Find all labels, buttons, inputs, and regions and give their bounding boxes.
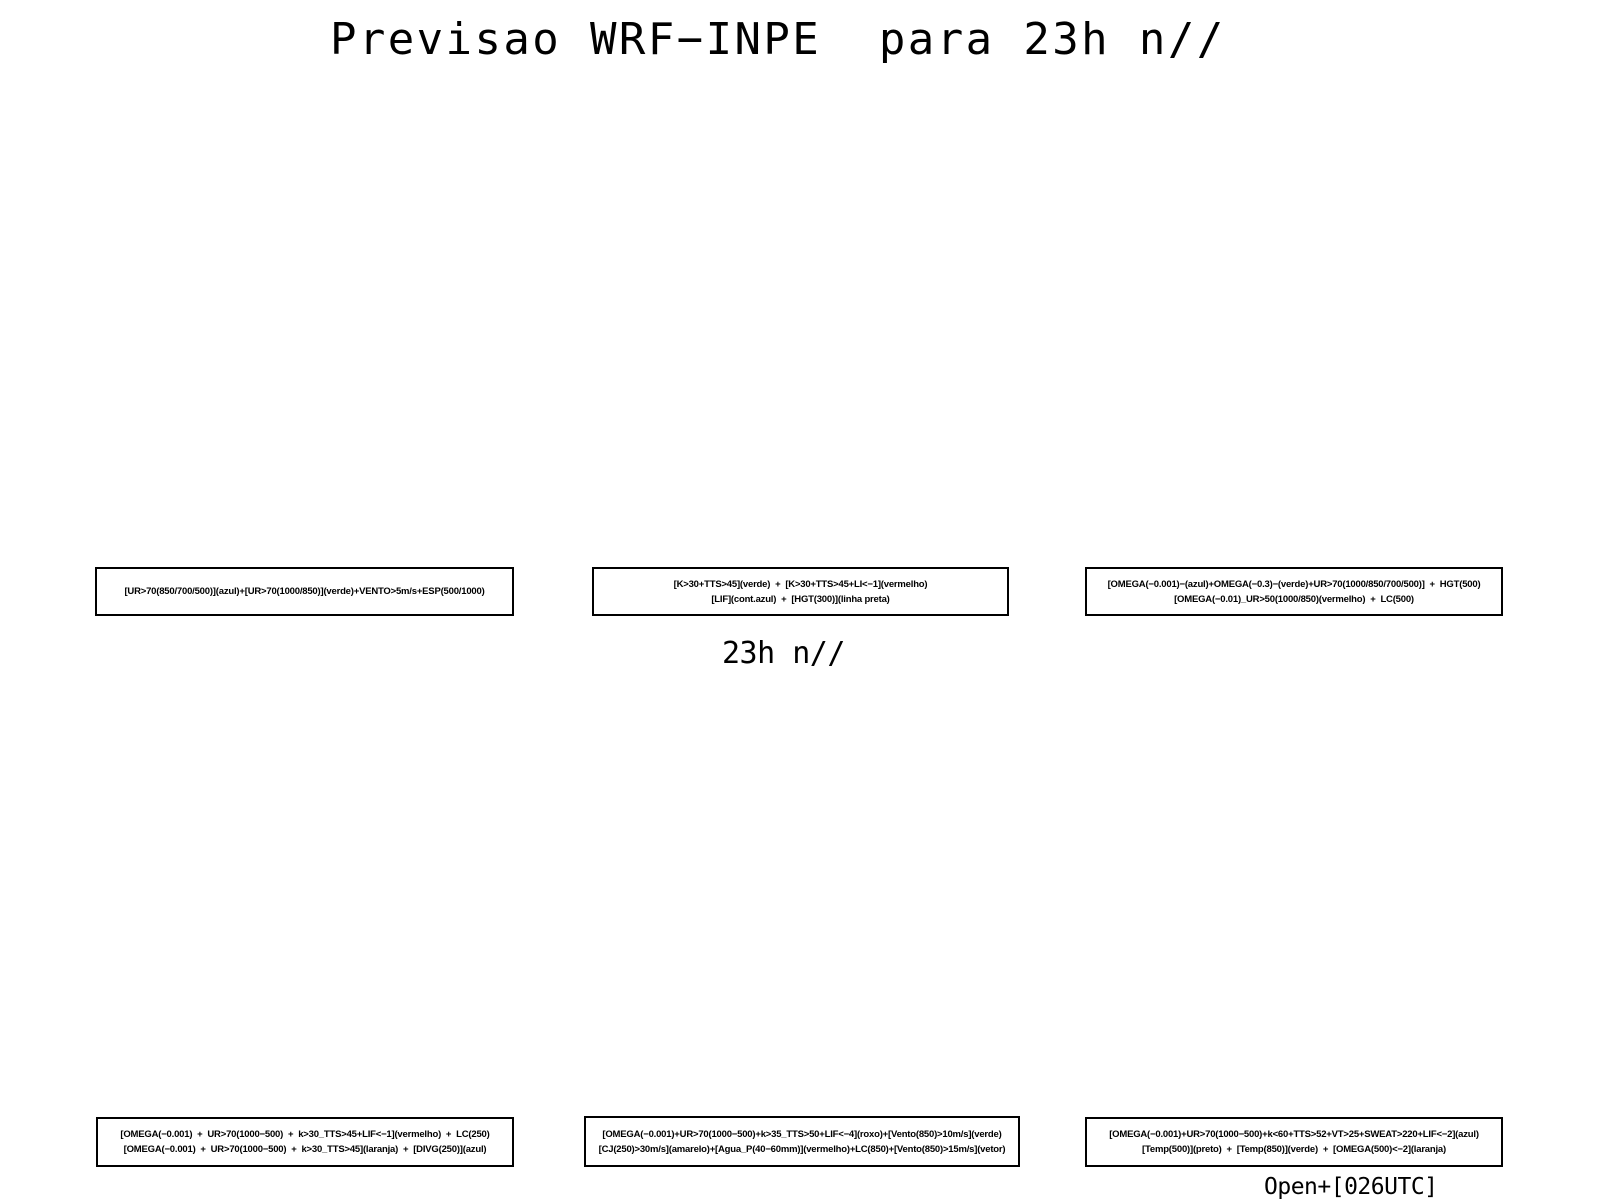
legend-line: [CJ(250)>30m/s](amarelo)+[Agua_P(40−60mm)](vermelho)+LC(850)+[Vento(850)>15m/s](vetor): [598, 1143, 1006, 1155]
forecast-hour-label: 23h n//: [722, 636, 845, 671]
legend-box-bottom-center: [584, 1116, 1020, 1167]
legend-line: [UR>70(850/700/500)](azul)+[UR>70(1000/850)](verde)+VENTO>5m/s+ESP(500/1000): [124, 586, 485, 597]
legend-line: [OMEGA(−0.001) + UR>70(1000−500) + k>30_TTS>45+LIF<−1](vermelho) + LC(250): [120, 1129, 490, 1140]
legend-line: [K>30+TTS>45](verde) + [K>30+TTS>45+LI<−1](vermelho): [673, 578, 928, 590]
legend-box-top-right: [1085, 567, 1503, 616]
legend-line: [OMEGA(−0.001)−(azul)+OMEGA(−0.3)−(verde)+UR>70(1000/850/700/500)] + HGT(500): [1107, 578, 1481, 590]
legend-line: [OMEGA(−0.001) + UR>70(1000−500) + k>30_TTS>45](laranja) + [DIVG(250)](azul): [123, 1144, 487, 1155]
page-title: Previsao WRF−INPE para 23h n//: [330, 14, 1226, 65]
legend-box-top-center: [592, 567, 1009, 616]
legend-line: [Temp(500)](preto) + [Temp(850)](verde) + [OMEGA(500)<−2](laranja): [1142, 1144, 1446, 1155]
legend-line: [OMEGA(−0.001)+UR>70(1000−500)+k<60+TTS>52+VT>25+SWEAT>220+LIF<−2](azul): [1109, 1129, 1479, 1140]
legend-box-bottom-right: [1085, 1117, 1503, 1167]
run-time-label: Open+[026UTC]: [1264, 1174, 1438, 1200]
legend-line: [OMEGA(−0.01)_UR>50(1000/850)(vermelho) + LC(500): [1174, 593, 1414, 605]
legend-box-bottom-left: [96, 1117, 514, 1167]
legend-line: [LIF](cont.azul) + [HGT(300)](linha preta): [711, 593, 890, 605]
legend-box-top-left: [95, 567, 514, 616]
legend-line: [OMEGA(−0.001)+UR>70(1000−500)+k>35_TTS>50+LIF<−4](roxo)+[Vento(850)>10m/s](verde): [602, 1128, 1002, 1140]
